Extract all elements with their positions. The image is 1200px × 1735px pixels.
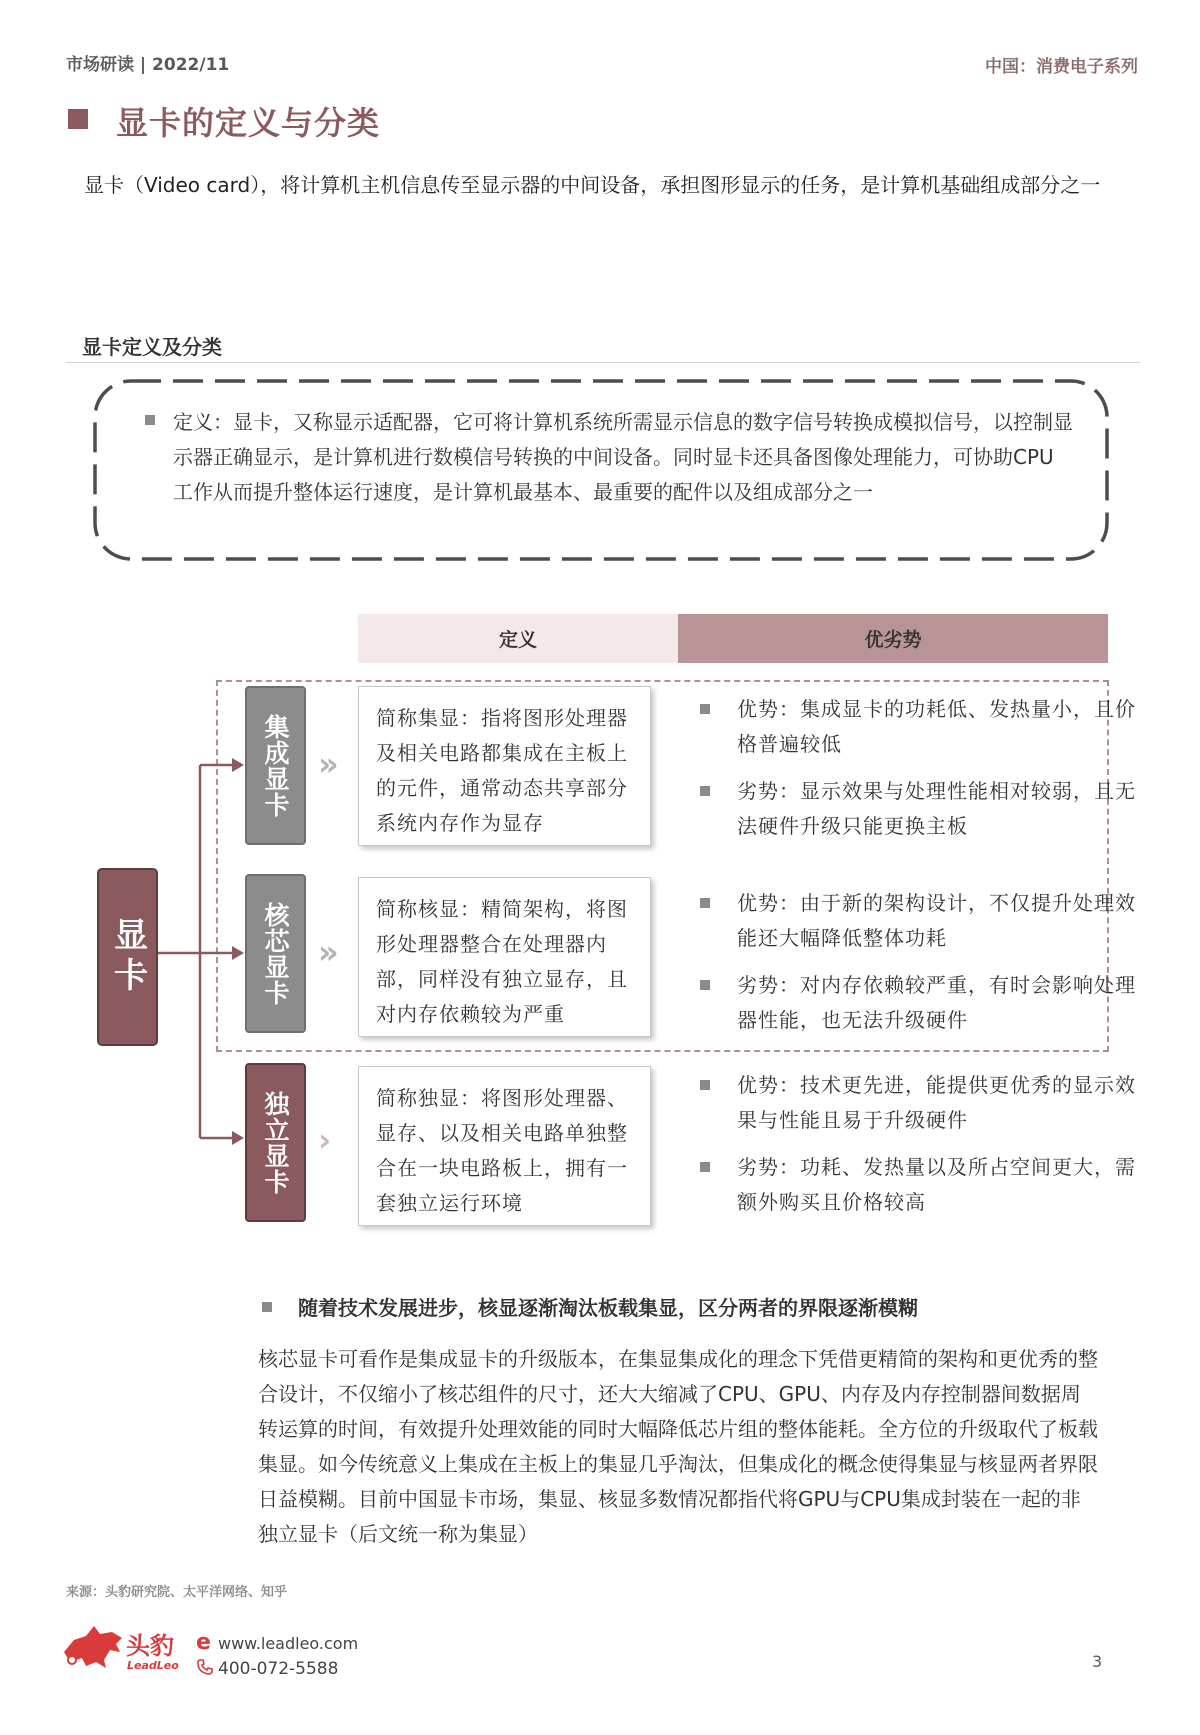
e-web-icon: e <box>196 1630 211 1655</box>
title-square-icon <box>68 109 88 129</box>
disadvantage-core: 劣势：对内存依赖较严重，有时会影响处理器性能，也无法升级硬件 <box>737 973 1136 1032</box>
bullet-square-icon <box>700 704 710 714</box>
advantage-integrated: 优势：集成显卡的功耗低、发热量小，且价格普遍较低 <box>737 697 1136 756</box>
arrow-right-icon <box>232 758 244 772</box>
website-link[interactable]: www.leadleo.com <box>218 1634 359 1653</box>
root-label: 显卡 <box>107 917 148 997</box>
section-divider <box>66 362 1140 363</box>
intro-paragraph: 显卡（Video card），将计算机主机信息传至显示器的中间设备，承担图形显示的任务，是计算机基础组成部分之一 <box>84 173 1101 197</box>
category-discrete <box>245 1063 306 1222</box>
arrow-right-icon <box>232 1131 244 1145</box>
column-header-definition: 定义 <box>358 614 678 663</box>
chevron-right-icon: » <box>318 933 339 971</box>
definition-card-core: 简称核显：精简架构，将图形处理器整合在处理器内部，同样没有独立显存，且对内存依赖较为严重 <box>358 877 651 1037</box>
advantage-core: 优势：由于新的架构设计，不仅提升处理效能还大幅降低整体功耗 <box>737 891 1136 950</box>
bullet-square-icon <box>700 1162 710 1172</box>
arrow-right-icon <box>232 946 244 960</box>
logo-english: LeadLeo <box>127 1659 179 1672</box>
bullet-square-icon <box>700 898 710 908</box>
bullet-square-icon <box>700 1080 710 1090</box>
definition-card-discrete: 简称独显：将图形处理器、显存、以及相关电路单独整合在一块电路板上，拥有一套独立运行环境 <box>358 1066 651 1226</box>
page-title: 显卡的定义与分类 <box>116 104 381 142</box>
bullet-square-icon <box>145 415 155 425</box>
header-left: 市场研读 | 2022/11 <box>66 55 230 75</box>
disadvantage-integrated: 劣势：显示效果与处理性能相对较弱，且无法硬件升级只能更换主板 <box>737 779 1136 838</box>
category-core <box>245 874 306 1033</box>
source-note: 来源：头豹研究院、太平洋网络、知乎 <box>66 1585 288 1600</box>
column-header-pros-cons: 优劣势 <box>678 614 1108 663</box>
summary-body: 核芯显卡可看作是集成显卡的升级版本，在集显集成化的理念下凭借更精简的架构和更优秀的整合设计，不仅缩小了核芯组件的尺寸，还大大缩减了CPU、GPU、内存及内存控制器间数据周转运算的时间，有效提升处理效能的同时大幅降低芯片组的整体能耗。全方位的升级取代了板载集显。如今传统意义上集成在主板上的集显几乎淘汰，但集成化的概念使得集显与核显两者界限日益模糊。目前中国显卡市场，集显、核显多数情况都指代将GPU与CPU集成封装在一起的非独立显卡（后文统一称为集显） <box>258 1347 1098 1546</box>
bullet-square-icon <box>262 1302 272 1312</box>
connector-lines <box>150 740 250 1160</box>
phone-icon <box>196 1658 214 1676</box>
category-label: 集成显卡 <box>261 713 290 818</box>
header-right: 中国：消费电子系列 <box>985 57 1138 77</box>
bullet-square-icon <box>700 980 710 990</box>
summary-title: 随着技术发展进步，核显逐渐淘汰板载集显，区分两者的界限逐渐模糊 <box>298 1296 918 1320</box>
section-title: 显卡定义及分类 <box>82 335 222 359</box>
leopard-logo-icon <box>60 1622 126 1672</box>
phone-number: 400-072-5588 <box>218 1659 339 1679</box>
definition-text: 定义：显卡，又称显示适配器，它可将计算机系统所需显示信息的数字信号转换成模拟信号，以控制显示器正确显示，是计算机进行数模信号转换的中间设备。同时显卡还具备图像处理能力，可协助CPU工作从而提升整体运行速度，是计算机最基本、最重要的配件以及组成部分之一 <box>173 410 1073 504</box>
definition-card-integrated: 简称集显：指将图形处理器及相关电路都集成在主板上的元件，通常动态共享部分系统内存作为显存 <box>358 686 651 846</box>
category-label: 独立显卡 <box>261 1090 290 1195</box>
chevron-right-icon: » <box>318 745 339 783</box>
root-box-graphics-card <box>97 868 158 1046</box>
category-label: 核芯显卡 <box>261 901 290 1006</box>
category-integrated <box>245 686 306 845</box>
disadvantage-discrete: 劣势：功耗、发热量以及所占空间更大，需额外购买且价格较高 <box>737 1155 1136 1214</box>
bullet-square-icon <box>700 786 710 796</box>
logo-chinese: 头豹 <box>126 1632 174 1660</box>
page-number: 3 <box>1092 1652 1103 1671</box>
advantage-discrete: 优势：技术更先进，能提供更优秀的显示效果与性能且易于升级硬件 <box>737 1073 1136 1132</box>
chevron-right-icon: › <box>318 1121 332 1159</box>
